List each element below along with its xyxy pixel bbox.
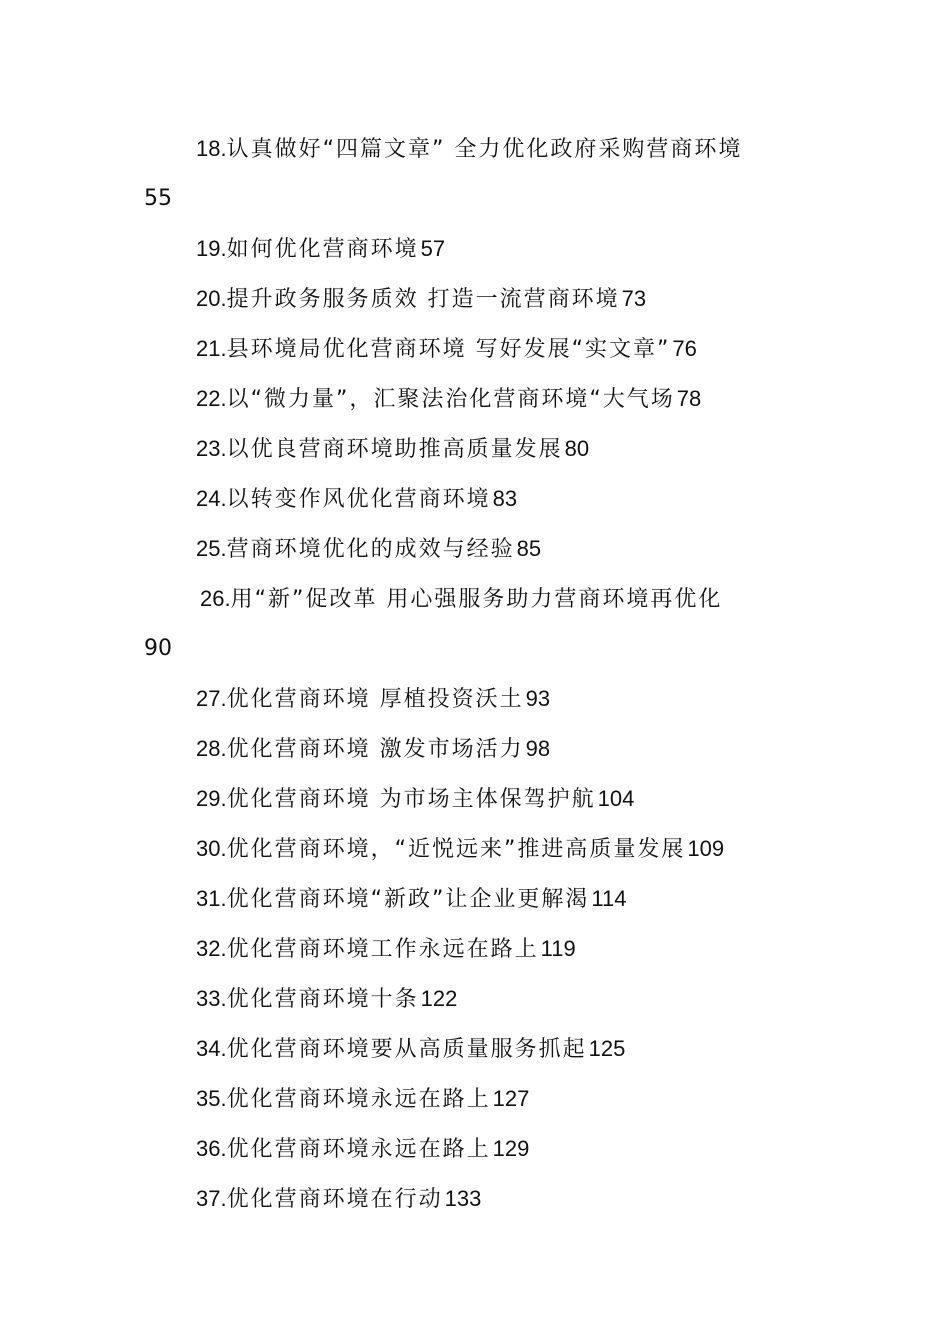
toc-entry-page: 57	[420, 236, 446, 261]
toc-entry-line	[196, 784, 634, 815]
toc-entry-title: 县环境局优化营商环境 写好发展“实文章”	[226, 337, 671, 362]
toc-entry	[0, 476, 950, 526]
toc-entry-number: 21.	[196, 336, 227, 361]
toc-entry-line	[200, 584, 722, 615]
toc-entry	[0, 726, 950, 776]
toc-entry-page: 133	[444, 1186, 482, 1211]
toc-entry	[0, 526, 950, 576]
toc-entry-title: 优化营商环境要从高质量服务抓起	[226, 1037, 587, 1062]
toc-entry-page: 125	[588, 1036, 626, 1061]
toc-entry-title: 认真做好“四篇文章” 全力优化政府采购营商环境	[226, 137, 743, 162]
toc-entry-line	[196, 1034, 625, 1065]
toc-entry-title: 优化营商环境十条	[226, 987, 419, 1012]
toc-entry-title: 用“新”促改革 用心强服务助力营商环境再优化	[230, 587, 723, 612]
toc-entry-page: 85	[516, 536, 542, 561]
toc-entry-number: 27.	[196, 686, 227, 711]
toc-entry-number: 36.	[196, 1136, 227, 1161]
toc-entry-line	[196, 984, 457, 1015]
toc-entry	[0, 1076, 950, 1126]
toc-entry	[0, 976, 950, 1026]
toc-entry-title: 以“微力量”，汇聚法治化营商环境“大气场	[226, 387, 675, 412]
toc-entry-page: 129	[492, 1136, 530, 1161]
toc-entry-line	[196, 334, 697, 365]
toc-entry-title: 提升政务服务质效 打造一流营商环境	[226, 287, 620, 312]
toc-entry	[0, 876, 950, 926]
toc-entry-line	[196, 134, 742, 165]
toc-entry-page: 55	[144, 186, 172, 211]
toc-entry	[0, 326, 950, 376]
toc-entry-number: 20.	[196, 286, 227, 311]
toc-entry-line	[196, 1084, 529, 1115]
toc-entry-page: 93	[525, 686, 551, 711]
toc-entry-page: 78	[676, 386, 702, 411]
toc-entry-page: 90	[144, 636, 172, 661]
toc-entry-number: 23.	[196, 436, 227, 461]
toc-entry-number: 29.	[196, 786, 227, 811]
toc-entry	[0, 776, 950, 826]
toc-entry	[0, 576, 950, 676]
toc-entry-page: 127	[492, 1086, 530, 1111]
toc-entry	[0, 676, 950, 726]
toc-entry-number: 26.	[200, 586, 231, 611]
toc-entry-line	[196, 884, 626, 915]
toc-entry	[0, 126, 950, 226]
toc-entry-title: 优化营商环境 激发市场活力	[226, 737, 524, 762]
toc-entry-number: 18.	[196, 136, 227, 161]
toc-entry-number: 19.	[196, 236, 227, 261]
toc-entry-title: 营商环境优化的成效与经验	[226, 537, 515, 562]
toc-entry-page: 98	[525, 736, 551, 761]
toc-entry-page: 76	[672, 336, 697, 361]
toc-entry-title: 优化营商环境 为市场主体保驾护航	[226, 787, 596, 812]
toc-entry-line	[196, 834, 724, 865]
toc-entry-line	[196, 484, 517, 515]
toc-entry-number: 22.	[196, 386, 227, 411]
toc-entry-line	[196, 1134, 529, 1165]
toc-entry-line	[196, 234, 445, 265]
toc-entry	[0, 426, 950, 476]
toc-entry-line	[196, 1184, 481, 1215]
toc-entry-line	[196, 434, 589, 465]
toc-entry-page: 73	[621, 286, 647, 311]
toc-entry-page: 114	[591, 886, 627, 911]
toc-entry-title: 优化营商环境 厚植投资沃土	[226, 687, 524, 712]
toc-entry	[0, 226, 950, 276]
toc-entry	[0, 1176, 950, 1226]
toc-entry-line	[196, 684, 550, 715]
toc-entry-line	[196, 934, 576, 965]
toc-entry-title: 优化营商环境工作永远在路上	[226, 937, 539, 962]
toc-entry-page: 122	[420, 986, 458, 1011]
toc-entry-number: 32.	[196, 936, 227, 961]
toc-entry-number: 35.	[196, 1086, 227, 1111]
toc-entry	[0, 1126, 950, 1176]
toc-entry-title: 优化营商环境“新政”让企业更解渴	[226, 887, 590, 912]
toc-entry-page: 109	[687, 836, 725, 861]
toc-entry-number: 37.	[196, 1186, 227, 1211]
toc-entry-number: 24.	[196, 486, 227, 511]
toc-entry-number: 31.	[196, 886, 227, 911]
toc-entry-title: 优化营商环境在行动	[226, 1187, 443, 1212]
toc-entry-page: 80	[564, 436, 590, 461]
toc-entry	[0, 376, 950, 426]
toc-entry-line	[196, 534, 541, 565]
toc-entry-page: 83	[492, 486, 518, 511]
toc-entry-title: 优化营商环境永远在路上	[226, 1087, 491, 1112]
toc-entry-page: 119	[540, 936, 576, 961]
table-of-contents	[0, 126, 950, 1226]
toc-entry-line	[196, 384, 701, 415]
toc-entry-title: 以转变作风优化营商环境	[226, 487, 491, 512]
toc-entry-line	[196, 284, 646, 315]
toc-entry-page: 104	[597, 786, 635, 811]
toc-entry-line	[196, 734, 550, 765]
toc-entry-number: 34.	[196, 1036, 227, 1061]
toc-entry	[0, 926, 950, 976]
toc-entry	[0, 826, 950, 876]
toc-entry-title: 如何优化营商环境	[226, 237, 419, 262]
toc-entry-title: 优化营商环境，“近悦远来”推进高质量发展	[226, 837, 686, 862]
toc-entry-number: 25.	[196, 536, 227, 561]
toc-entry-number: 30.	[196, 836, 227, 861]
toc-entry-number: 28.	[196, 736, 227, 761]
toc-entry	[0, 1026, 950, 1076]
toc-entry-title: 以优良营商环境助推高质量发展	[226, 437, 563, 462]
toc-entry	[0, 276, 950, 326]
toc-entry-number: 33.	[196, 986, 227, 1011]
toc-entry-title: 优化营商环境永远在路上	[226, 1137, 491, 1162]
